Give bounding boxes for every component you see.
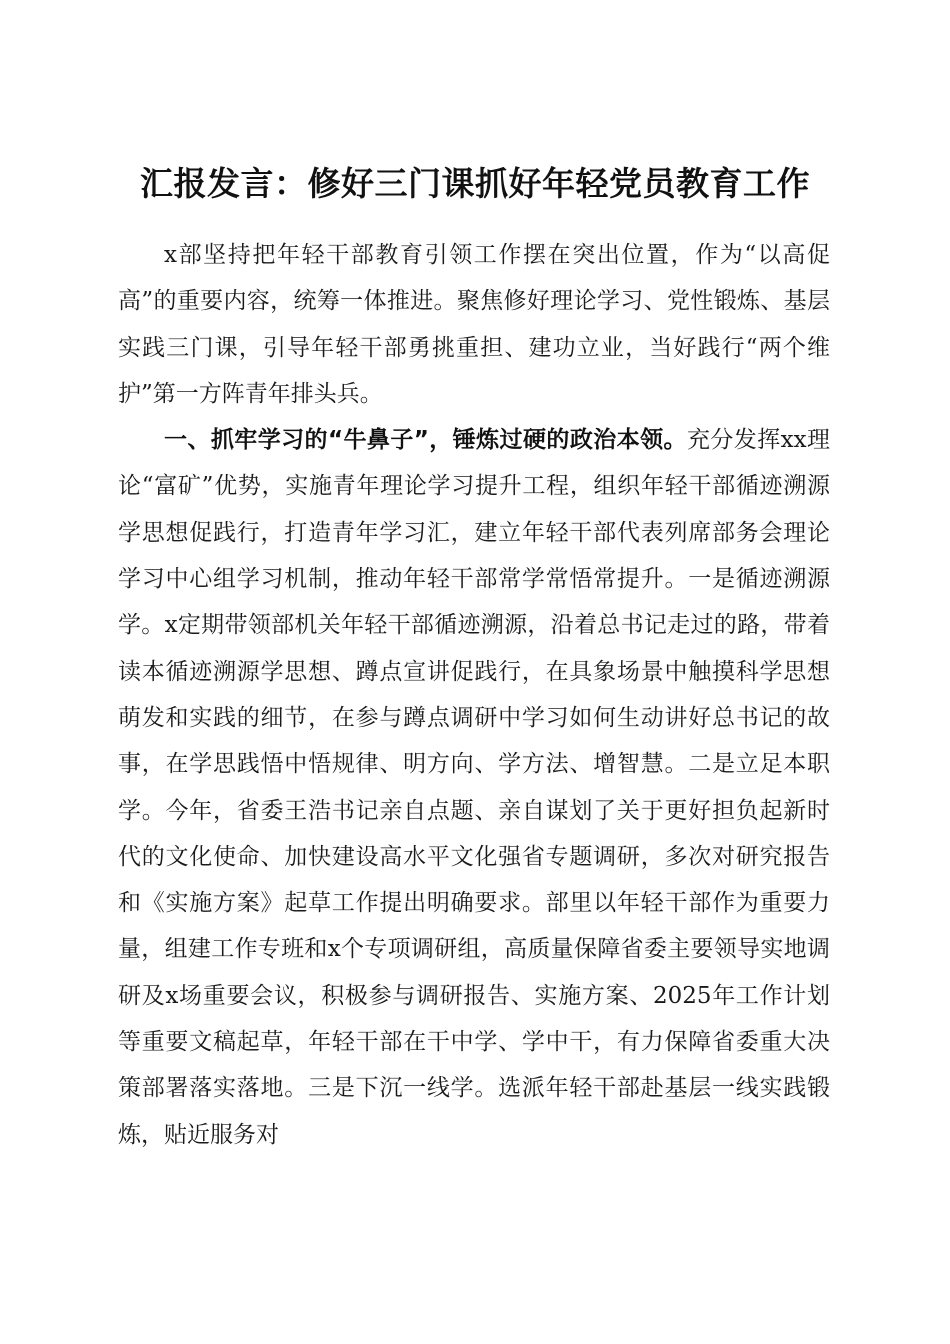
document-body: [118, 232, 830, 1158]
section-one-text: 充分发挥xx理论“富矿”优势，实施青年理论学习提升工程，组织年轻干部循迹溯源学思想促践行，打造青年学习汇，建立年轻干部代表列席部务会理论学习中心组学习机制，推动年轻干部常学常悟常提升。一是循迹溯源学。x定期带领部机关年轻干部循迹溯源，沿着总书记走过的路，带着读本循迹溯源学思想、蹲点宣讲促践行，在具象场景中触摸科学思想萌发和实践的细节，在参与蹲点调研中学习如何生动讲好总书记的故事，在学思践悟中悟规律、明方向、学方法、增智慧。二是立足本职学。今年，省委王浩书记亲自点题、亲自谋划了关于更好担负起新时代的文化使命、加快建设高水平文化强省专题调研，多次对研究报告和《实施方案》起草工作提出明确要求。部里以年轻干部作为重要力量，组建工作专班和x个专项调研组，高质量保障省委主要领导实地调研及x场重要会议，积极参与调研报告、实施方案、2025年工作计划等重要文稿起草，年轻干部在干中学、学中干，有力保障省委重大决策部署落实落地。三是下沉一线学。选派年轻干部赴基层一线实践锻炼，贴近服务对: [118, 427, 830, 1148]
paragraph-intro-text: x部坚持把年轻干部教育引领工作摆在突出位置，作为“以高促高”的重要内容，统筹一体推进。聚焦修好理论学习、党性锻炼、基层实践三门课，引导年轻干部勇挑重担、建功立业，当好践行“两个维护”第一方阵青年排头兵。: [118, 242, 830, 407]
section-one-heading: 一、抓牢学习的“牛鼻子”，锤炼过硬的政治本领。: [164, 427, 687, 454]
document-title: 汇报发言：修好三门课抓好年轻党员教育工作: [140, 164, 810, 204]
paragraph-intro: [118, 232, 830, 417]
paragraph-section-one: [118, 417, 830, 1158]
